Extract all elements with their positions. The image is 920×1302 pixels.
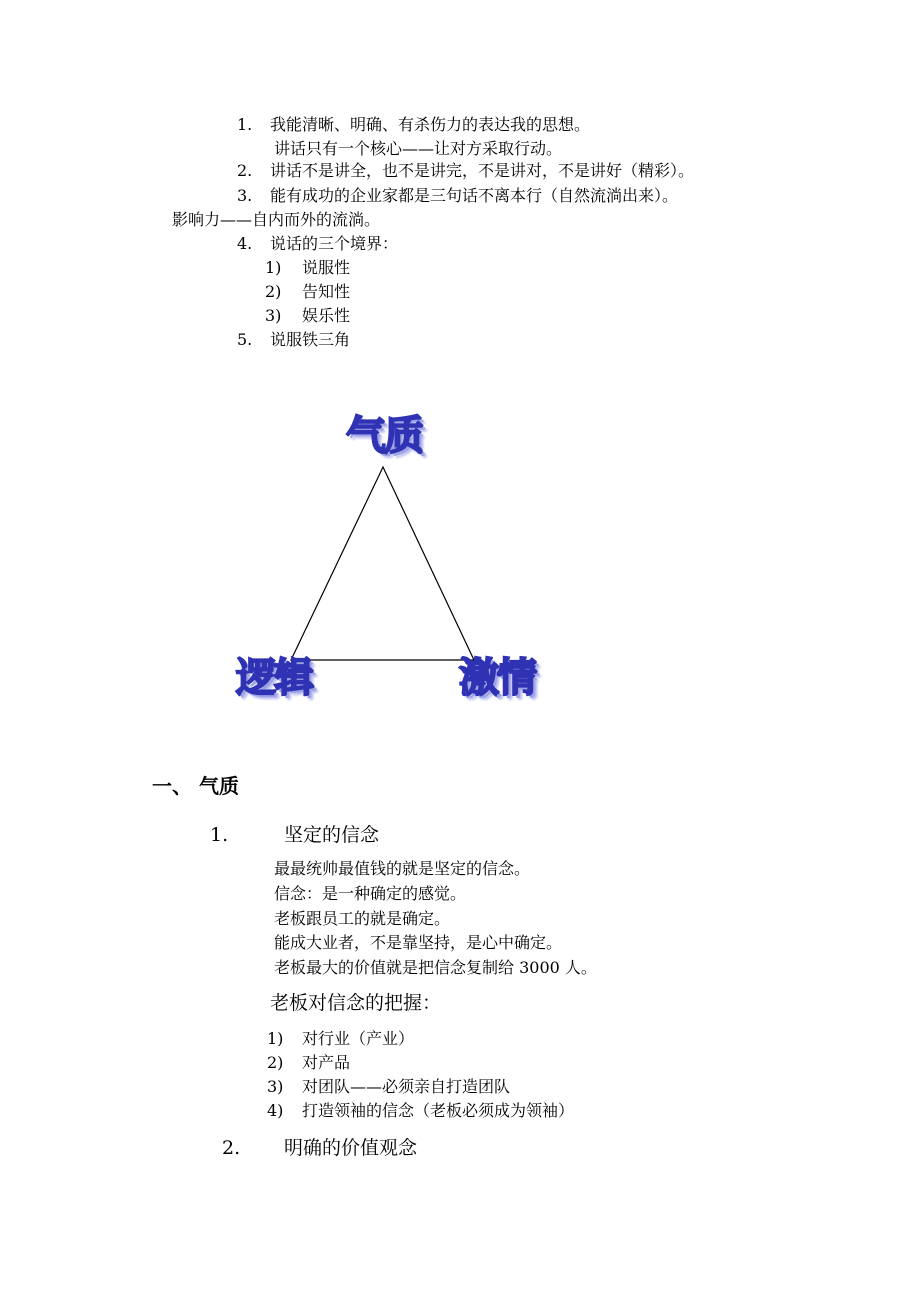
subsection2-number: 2. <box>222 1137 241 1159</box>
triangle-right-label: 激情 <box>459 655 535 701</box>
item4-number: 4. <box>237 234 253 253</box>
realm-number: 1) <box>265 258 282 277</box>
realm-text: 说服性 <box>302 258 351 277</box>
item2-number: 2. <box>237 161 253 180</box>
item3-text: 能有成功的企业家都是三句话不离本行（自然流淌出来）。 <box>270 186 679 205</box>
item1-subtext: 讲话只有一个核心——让对方采取行动。 <box>274 139 563 158</box>
triangle-left-label: 逻辑 <box>236 655 312 701</box>
grasp-number: 1) <box>267 1029 284 1048</box>
item1-text: 我能清晰、明确、有杀伤力的表达我的思想。 <box>270 115 591 134</box>
subsection2-title: 明确的价值观念 <box>284 1137 418 1159</box>
item1-number: 1. <box>237 115 253 134</box>
subsection1-title: 坚定的信念 <box>284 824 380 846</box>
grasp-text: 对行业（产业） <box>302 1029 415 1048</box>
grasp-number: 4) <box>267 1101 284 1120</box>
item3-number: 3. <box>237 186 253 205</box>
item5-text: 说服铁三角 <box>270 330 351 349</box>
realm-number: 2) <box>265 282 282 301</box>
triangle-top-label: 气质 <box>346 413 422 459</box>
belief-line: 最最统帅最值钱的就是坚定的信念。 <box>274 859 531 878</box>
item3-continuation: 影响力——自内而外的流淌。 <box>172 210 381 229</box>
section-heading: 一、 气质 <box>152 774 239 798</box>
item5-number: 5. <box>237 330 253 349</box>
belief-line: 能成大业者，不是靠坚持，是心中确定。 <box>274 933 563 952</box>
belief-line: 老板最大的价值就是把信念复制给 3000 人。 <box>274 958 597 977</box>
subsection1-number: 1. <box>210 824 229 846</box>
grasp-text: 打造领袖的信念（老板必须成为领袖） <box>302 1101 575 1120</box>
realm-text: 娱乐性 <box>302 306 351 325</box>
item2-text: 讲话不是讲全，也不是讲完，不是讲对，不是讲好（精彩）。 <box>270 161 695 180</box>
grasp-number: 2) <box>267 1053 284 1072</box>
grasp-title: 老板对信念的把握： <box>270 992 442 1014</box>
grasp-text: 对团队——必须亲自打造团队 <box>302 1077 511 1096</box>
item4-text: 说话的三个境界： <box>270 234 399 253</box>
realm-text: 告知性 <box>302 282 351 301</box>
belief-line: 老板跟员工的就是确定。 <box>274 909 451 928</box>
grasp-text: 对产品 <box>302 1053 351 1072</box>
realm-number: 3) <box>265 306 282 325</box>
grasp-number: 3) <box>267 1077 284 1096</box>
belief-line: 信念：是一种确定的感觉。 <box>274 884 467 903</box>
